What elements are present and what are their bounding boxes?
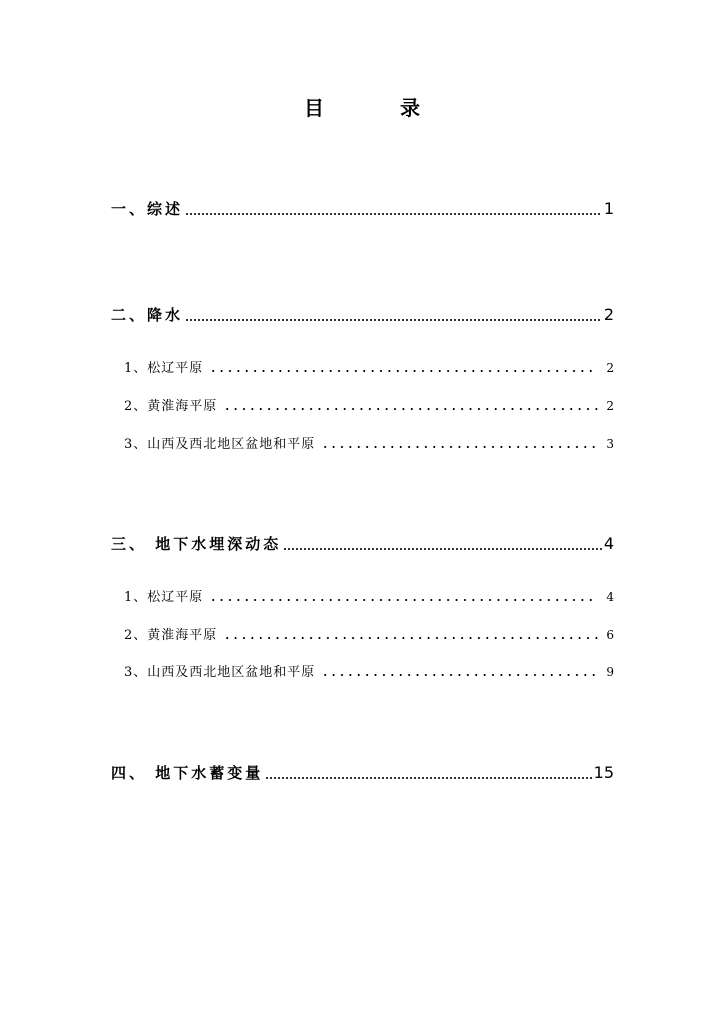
dot-leader	[209, 599, 598, 601]
toc-entry-section-2-sub-3[interactable]	[124, 433, 614, 452]
toc-page-number: 3	[606, 437, 614, 451]
toc-entry-label: 2、黄淮海平原	[124, 628, 218, 643]
toc-entry-section-2-sub-1[interactable]	[124, 357, 614, 376]
dot-leader	[185, 213, 602, 215]
dot-leader	[185, 319, 602, 321]
toc-entry-label: 四、 地下水蓄变量	[111, 764, 264, 782]
toc-page-number: 6	[606, 628, 614, 642]
toc-entry-label: 1、松辽平原	[124, 590, 204, 605]
toc-entry-label: 1、松辽平原	[124, 361, 204, 376]
dot-leader	[223, 408, 598, 410]
toc-entry-section-3[interactable]	[111, 533, 614, 554]
dot-leader	[209, 370, 598, 372]
toc-page-number: 15	[593, 763, 614, 782]
toc-entry-label: 3、山西及西北地区盆地和平原	[124, 437, 316, 452]
toc-entry-label: 一、综述	[111, 200, 184, 218]
toc-page-number: 4	[603, 534, 614, 553]
toc-entry-section-3-sub-2[interactable]	[124, 624, 614, 643]
toc-entry-label: 三、 地下水埋深动态	[111, 535, 282, 553]
toc-entry-section-3-sub-3[interactable]	[124, 661, 614, 680]
dot-leader	[265, 777, 591, 779]
toc-page-number: 9	[606, 665, 614, 679]
dot-leader	[321, 674, 598, 676]
toc-entry-section-3-sub-1[interactable]	[124, 586, 614, 605]
toc-page-number: 2	[606, 361, 614, 375]
dot-leader	[321, 446, 598, 448]
toc-entry-label: 2、黄淮海平原	[124, 399, 218, 414]
toc-page-number: 1	[603, 199, 614, 218]
toc-entry-section-2[interactable]	[111, 304, 614, 325]
toc-entry-label: 二、降水	[111, 306, 184, 324]
toc-entry-section-2-sub-2[interactable]	[124, 395, 614, 414]
toc-page-number: 2	[606, 399, 614, 413]
dot-leader	[283, 548, 602, 550]
toc-entry-section-1[interactable]	[111, 198, 614, 219]
toc-entry-label: 3、山西及西北地区盆地和平原	[124, 665, 316, 680]
dot-leader	[223, 637, 598, 639]
toc-page-number: 2	[603, 305, 614, 324]
toc-page-number: 4	[606, 590, 614, 604]
toc-entry-section-4[interactable]	[111, 762, 614, 783]
toc-title: 目 录	[304, 96, 448, 120]
